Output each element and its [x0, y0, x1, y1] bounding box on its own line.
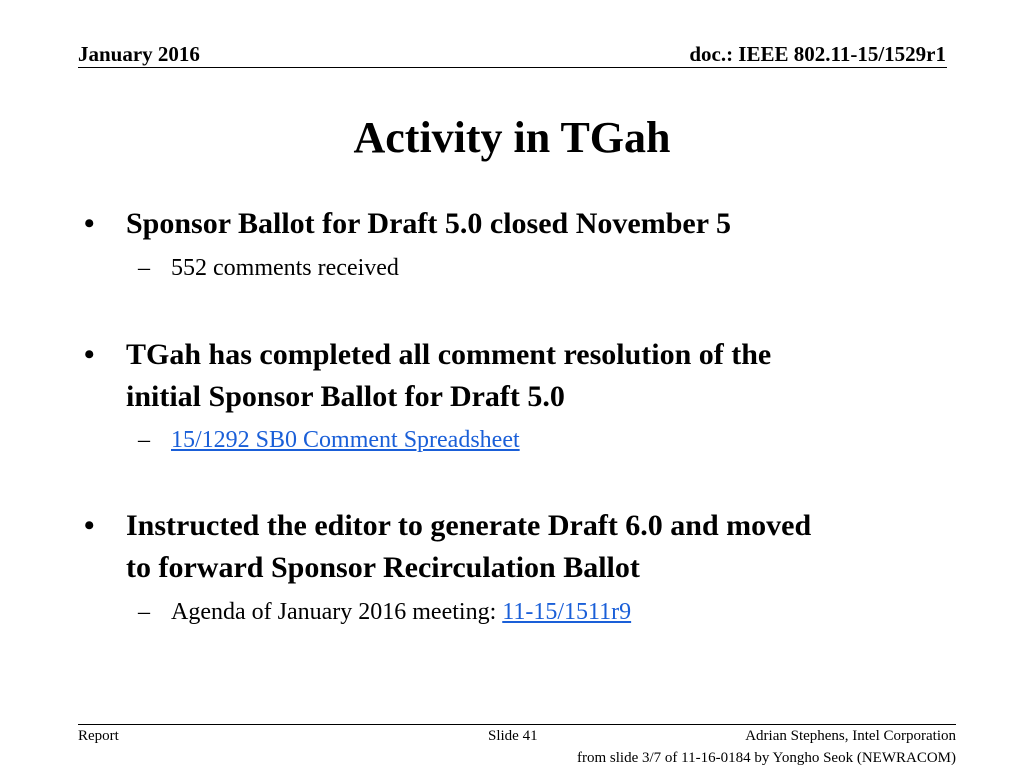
bullet-1-line-1: Sponsor Ballot for Draft 5.0 closed November 5: [126, 207, 731, 240]
bullet-marker: •: [84, 509, 95, 542]
sub-bullet-marker: –: [138, 599, 150, 625]
sub-bullet-marker: –: [138, 427, 150, 453]
slide-title: Activity in TGah: [353, 113, 671, 162]
footer-author: Adrian Stephens, Intel Corporation: [745, 728, 956, 744]
header-doc-id: doc.: IEEE 802.11-15/1529r1: [689, 42, 946, 66]
footer-slide-number: Slide 41: [488, 728, 538, 744]
footer-report-label: Report: [78, 728, 119, 744]
header-date: January 2016: [78, 42, 200, 66]
bullet-2-line-2: initial Sponsor Ballot for Draft 5.0: [126, 380, 565, 413]
footer-rule: [78, 724, 956, 725]
comment-spreadsheet-link[interactable]: 15/1292 SB0 Comment Spreadsheet: [171, 427, 520, 453]
footer-source-note: from slide 3/7 of 11-16-0184 by Yongho Seok (NEWRACOM): [576, 750, 956, 766]
sub-bullet-3-text: Agenda of January 2016 meeting:: [171, 599, 503, 625]
bullet-2-line-1: TGah has completed all comment resolution of the: [126, 338, 772, 371]
bullet-3-line-2: to forward Sponsor Recirculation Ballot: [126, 551, 640, 584]
bullet-marker: •: [84, 338, 95, 371]
sub-bullet-1-text: 552 comments received: [171, 255, 399, 281]
agenda-document-link[interactable]: 11-15/1511r9: [502, 599, 632, 625]
sub-bullet-marker: –: [138, 255, 150, 281]
bullet-3-line-1: Instructed the editor to generate Draft 6.0 and moved: [126, 509, 812, 542]
header-rule: [78, 67, 947, 68]
bullet-marker: •: [84, 207, 95, 240]
